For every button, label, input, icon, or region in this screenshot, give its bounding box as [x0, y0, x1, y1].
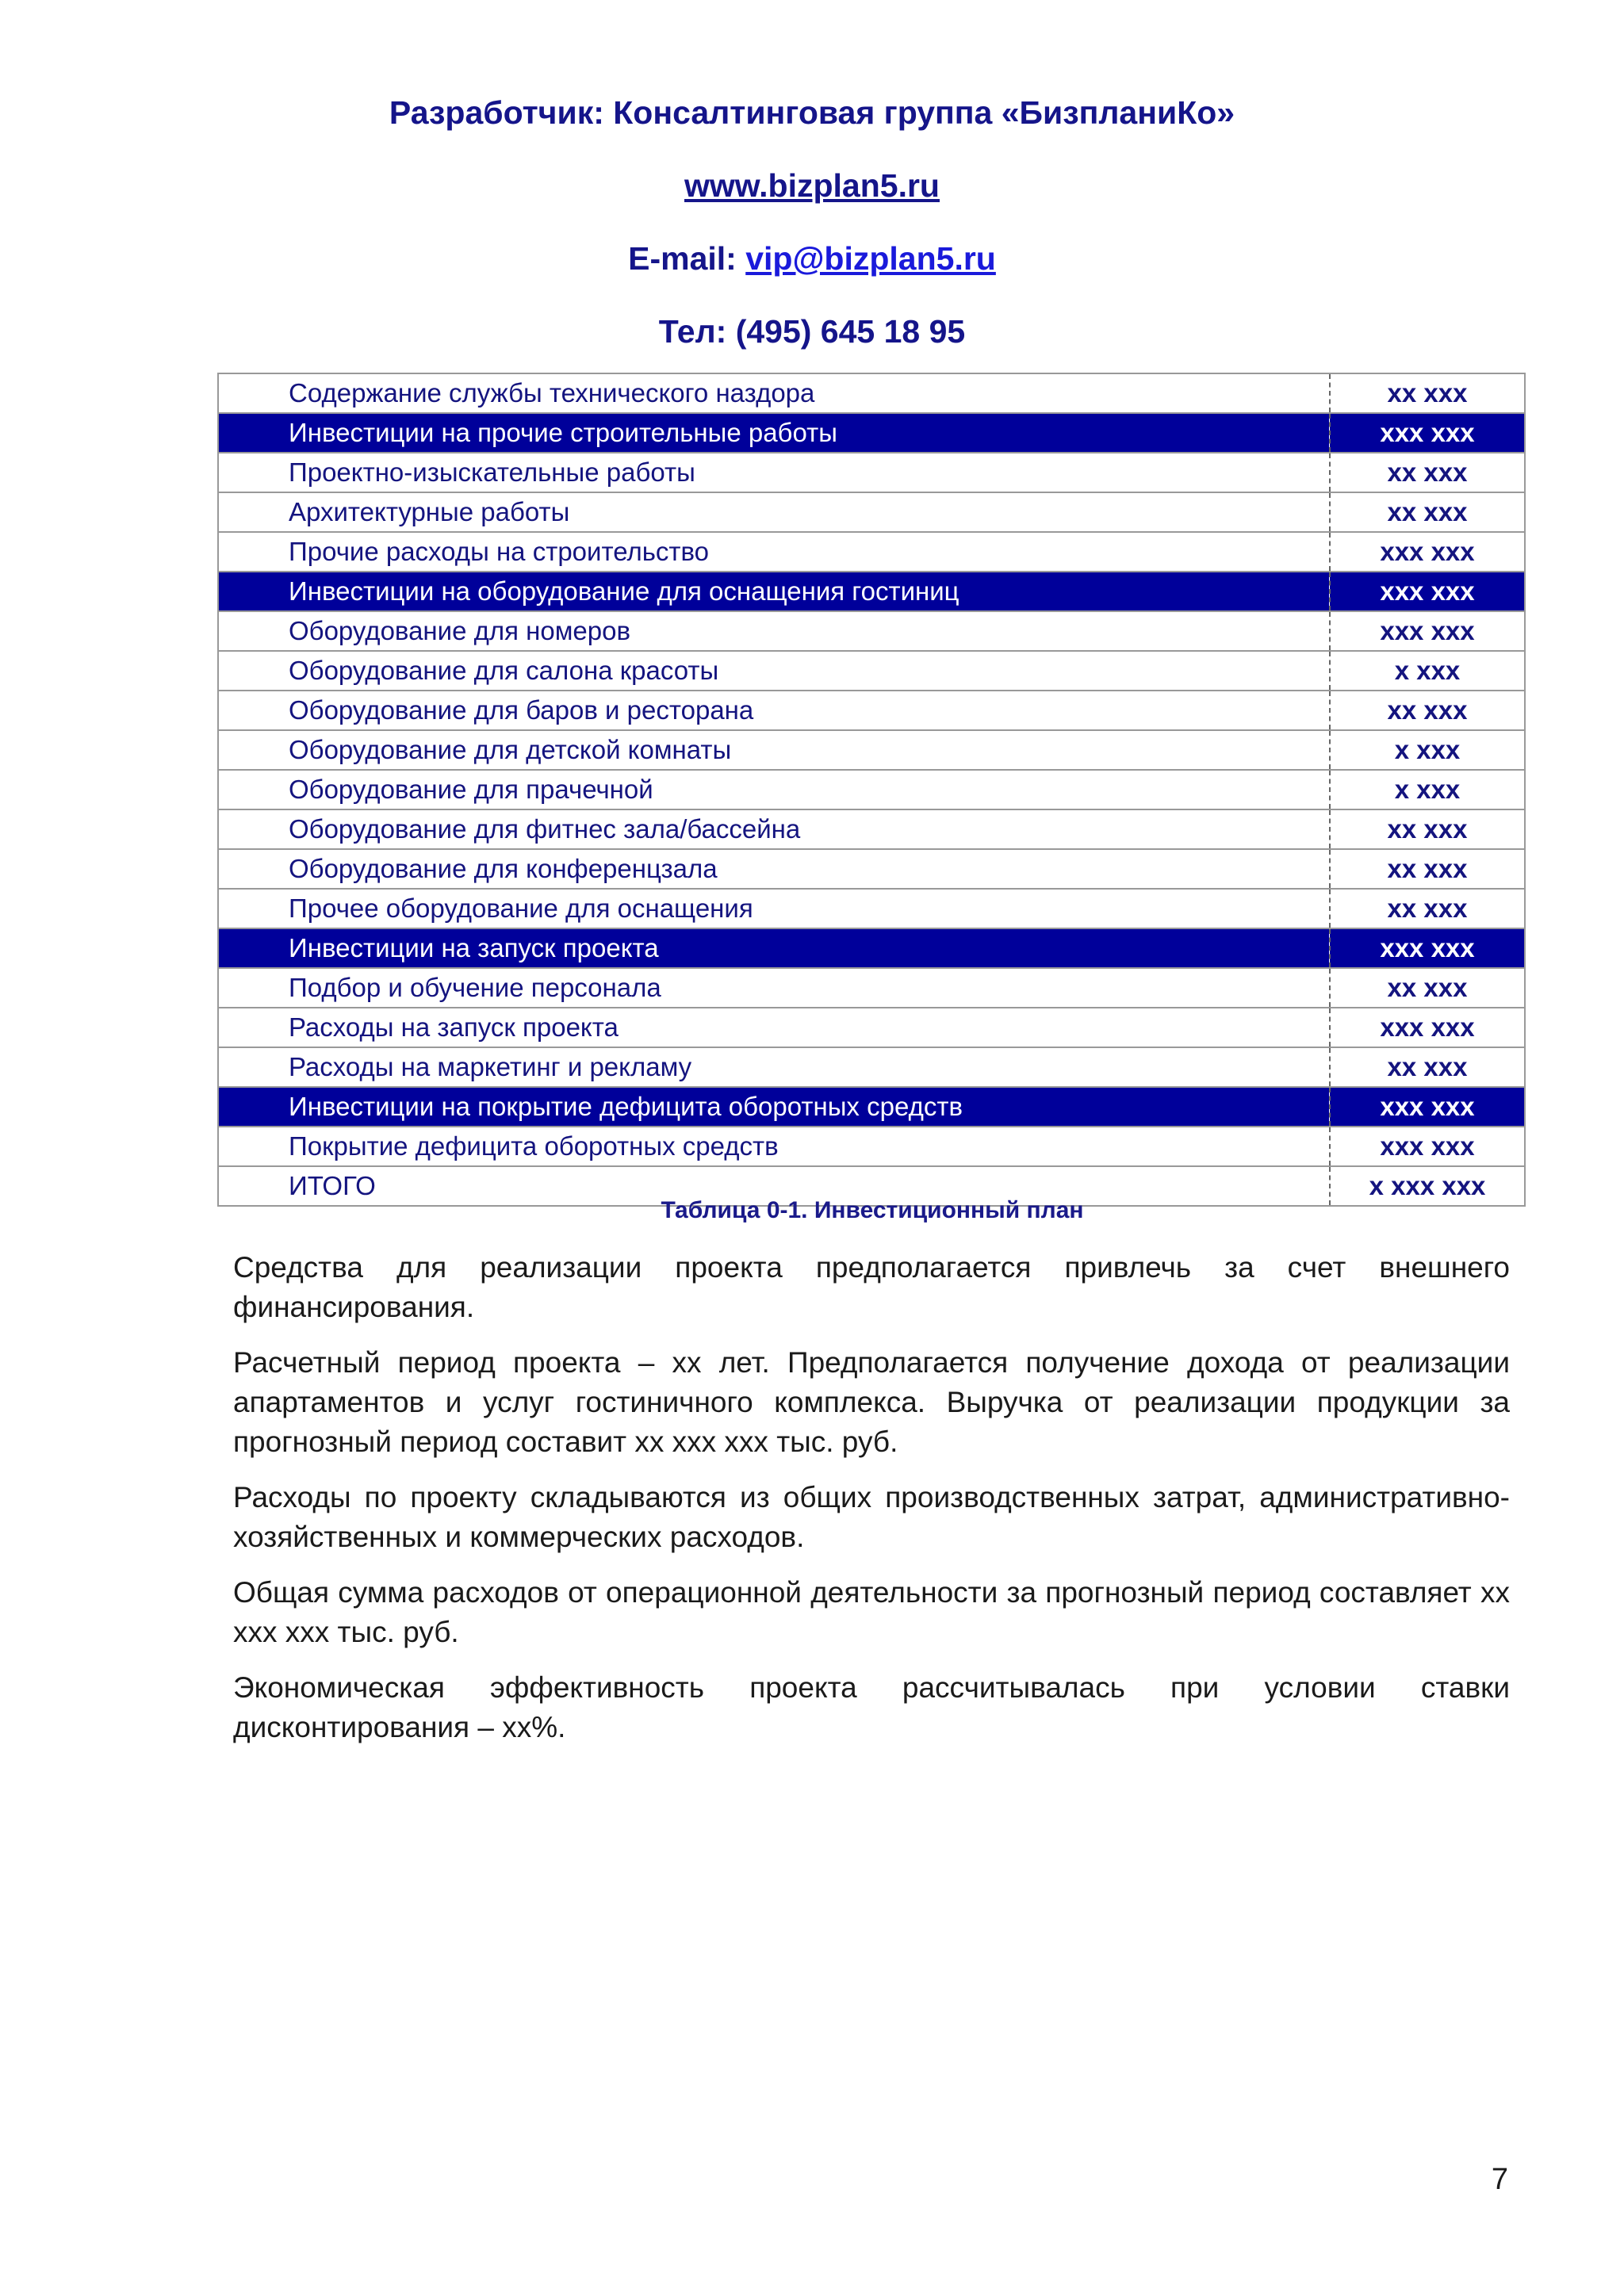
paragraph: Расчетный период проекта – xx лет. Предполагается получение дохода от реализации апартаментов и услуг гостиничного комплекса. Выручка от реализации продукции за прогнозный период составит xx xxx xxx тыс. руб. [233, 1346, 1510, 1458]
row-value: xxx xxx [1330, 928, 1525, 968]
table-row [218, 968, 1525, 1008]
phone-number: Тел: (495) 645 18 95 [658, 313, 966, 350]
row-label: Инвестиции на покрытие дефицита оборотных средств [218, 1087, 1330, 1127]
table-row [218, 651, 1525, 691]
row-value: xx xxx [1330, 691, 1525, 730]
table-row [218, 770, 1525, 809]
row-value: x xxx [1330, 730, 1525, 770]
table-row-highlight [218, 928, 1525, 968]
row-value: xx xxx [1330, 849, 1525, 889]
table-row [218, 849, 1525, 889]
table-row [218, 730, 1525, 770]
table-row [218, 1047, 1525, 1087]
row-value: xx xxx [1330, 968, 1525, 1008]
table-caption: Таблица 0-1. Инвестиционный план [661, 1197, 1084, 1223]
row-label: Расходы на запуск проекта [218, 1008, 1330, 1047]
email-link[interactable]: vip@bizplan5.ru [745, 240, 996, 277]
row-label: Содержание службы технического наздора [218, 373, 1330, 413]
row-value: xx xxx [1330, 1047, 1525, 1087]
email-line [0, 235, 1624, 308]
row-value: xx xxx [1330, 492, 1525, 532]
row-value: xxx xxx [1330, 611, 1525, 651]
table-row-highlight [218, 413, 1525, 453]
paragraph: Расходы по проекту складываются из общих производственных затрат, административно-хозяйственных и коммерческих расходов. [233, 1481, 1510, 1553]
table-row [218, 691, 1525, 730]
row-label: Расходы на маркетинг и рекламу [218, 1047, 1330, 1087]
row-value: xx xxx [1330, 373, 1525, 413]
table-row [218, 1127, 1525, 1166]
table-row [218, 532, 1525, 572]
row-value: x xxx xxx [1330, 1166, 1525, 1206]
row-label: Прочие расходы на строительство [218, 532, 1330, 572]
row-label: Инвестиции на прочие строительные работы [218, 413, 1330, 453]
table-row [218, 492, 1525, 532]
row-label: Оборудование для салона красоты [218, 651, 1330, 691]
row-label: Оборудование для прачечной [218, 770, 1330, 809]
row-label: Оборудование для конференцзала [218, 849, 1330, 889]
row-value: xx xxx [1330, 453, 1525, 492]
row-label: Прочее оборудование для оснащения [218, 889, 1330, 928]
page-number: 7 [1491, 2163, 1508, 2196]
email-label: E-mail: [628, 240, 746, 277]
row-label: Архитектурные работы [218, 492, 1330, 532]
row-label: Покрытие дефицита оборотных средств [218, 1127, 1330, 1166]
row-label: Инвестиции на оборудование для оснащения гостиниц [218, 572, 1330, 611]
row-label: Оборудование для номеров [218, 611, 1330, 651]
developer-title: Разработчик: Консалтинговая группа «БизпланиКо» [389, 94, 1235, 131]
investment-plan-table [217, 373, 1526, 1207]
row-value: xx xxx [1330, 889, 1525, 928]
row-label: Оборудование для баров и ресторана [218, 691, 1330, 730]
row-label: Подбор и обучение персонала [218, 968, 1330, 1008]
row-label: ИТОГО [218, 1166, 1330, 1206]
row-value: xxx xxx [1330, 413, 1525, 453]
row-label: Оборудование для детской комнаты [218, 730, 1330, 770]
row-value: xx xxx [1330, 809, 1525, 849]
paragraph: Средства для реализации проекта предполагается привлечь за счет внешнего финансирования. [233, 1251, 1510, 1323]
row-value: x xxx [1330, 770, 1525, 809]
table-row [218, 453, 1525, 492]
row-label: Инвестиции на запуск проекта [218, 928, 1330, 968]
row-label: Проектно-изыскательные работы [218, 453, 1330, 492]
row-label: Оборудование для фитнес зала/бассейна [218, 809, 1330, 849]
table-row [218, 611, 1525, 651]
website-link[interactable]: www.bizplan5.ru [684, 167, 940, 204]
table-row [218, 809, 1525, 849]
body-text [233, 1248, 1510, 1763]
table-row [218, 1008, 1525, 1047]
table-row-highlight [218, 1087, 1525, 1127]
table-row [218, 889, 1525, 928]
row-value: xxx xxx [1330, 572, 1525, 611]
paragraph: Общая сумма расходов от операционной деятельности за прогнозный период составляет xx xxx xxx тыс. руб. [233, 1576, 1510, 1648]
row-value: x xxx [1330, 651, 1525, 691]
developer-header [0, 89, 1624, 381]
row-value: xxx xxx [1330, 1127, 1525, 1166]
row-value: xxx xxx [1330, 1087, 1525, 1127]
row-value: xxx xxx [1330, 1008, 1525, 1047]
paragraph: Экономическая эффективность проекта рассчитывалась при условии ставки дисконтирования – xx%. [233, 1671, 1510, 1743]
row-value: xxx xxx [1330, 532, 1525, 572]
table-row [218, 373, 1525, 413]
table-row-highlight [218, 572, 1525, 611]
